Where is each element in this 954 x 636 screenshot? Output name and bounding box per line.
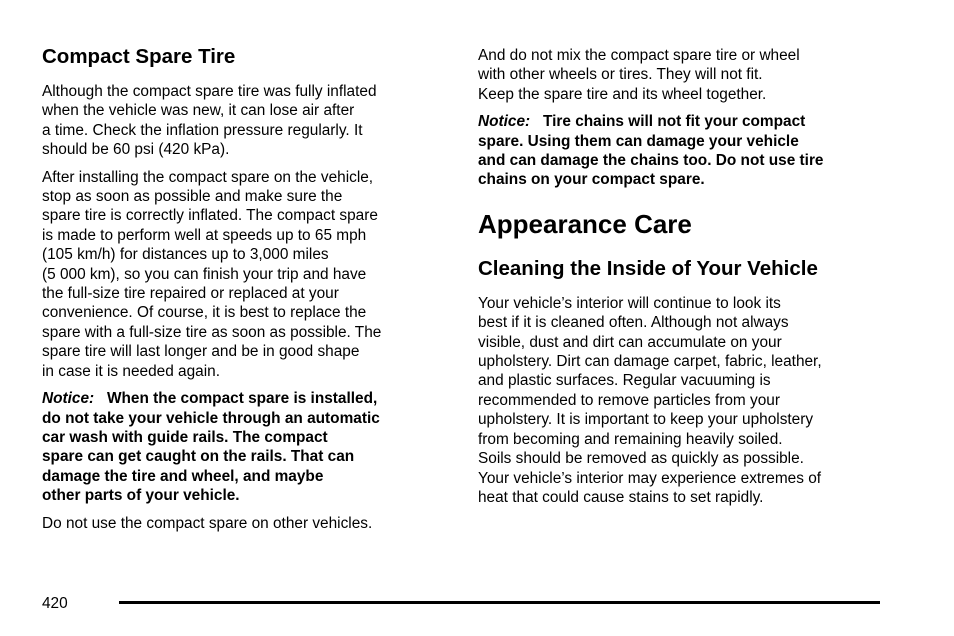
left-column	[42, 44, 442, 541]
notice-label: Notice:	[42, 390, 95, 408]
car-wash-notice	[42, 389, 442, 505]
cleaning-inside-heading: Cleaning the Inside of Your Vehicle	[478, 256, 818, 280]
other-vehicles-paragraph: Do not use the compact spare on other vehicles.	[42, 514, 373, 532]
notice-label: Notice:	[478, 113, 531, 131]
inflation-paragraph: Although the compact spare tire was fully inflated when the vehicle was new, it can lose air after a time. Check the inflation pressure regularly. It should be 60 psi (420 kPa).	[42, 83, 377, 159]
mix-wheels-paragraph: And do not mix the compact spare tire or wheel with other wheels or tires. They will not fit. Keep the spare tire and its wheel together.	[478, 47, 800, 103]
appearance-care-title: Appearance Care	[478, 208, 692, 239]
tire-chains-notice	[478, 112, 888, 190]
interior-cleaning-paragraph: Your vehicle’s interior will continue to look its best if it is cleaned often. Although not always visible, dust and dirt can accumulate on your upholstery. Dirt can damage carpet, fabric, leather, and plastic surfaces. Regular vacuuming is recommended to remove particles from your upholstery. It is important to keep your upholstery from becoming and remaining heavily soiled. Soils should be removed as quickly as possible. Your vehicle’s interior may experience extremes of heat that could cause stains to set rapidly.	[478, 294, 822, 506]
notice-text: When the compact spare is installed, do not take your vehicle through an automatic car wash with guide rails. The compact spare can get caught on the rails. That can damage the tire and wheel, and maybe other parts of your vehicle.	[42, 390, 380, 505]
footer-rule	[119, 601, 880, 604]
installation-paragraph: After installing the compact spare on the vehicle, stop as soon as possible and make sure the spare tire is correctly inflated. The compact spare is made to perform well at speeds up to 65 mph (105 km/h) for distances up to 3,000 miles (5 000 km), so you can finish your trip and have the full-size tire repaired or replaced at your convenience. Of course, it is best to replace the spare with a full-size tire as soon as possible. The spare tire will last longer and be in good shape in case it is needed again.	[42, 168, 382, 380]
compact-spare-tire-heading: Compact Spare Tire	[42, 45, 236, 68]
page-number: 420	[42, 595, 68, 612]
notice-text: Tire chains will not fit your compact spare. Using them can damage your vehicle and can damage the chains too. Do not use tire chains on your compact spare.	[478, 113, 824, 189]
right-column	[478, 46, 888, 515]
